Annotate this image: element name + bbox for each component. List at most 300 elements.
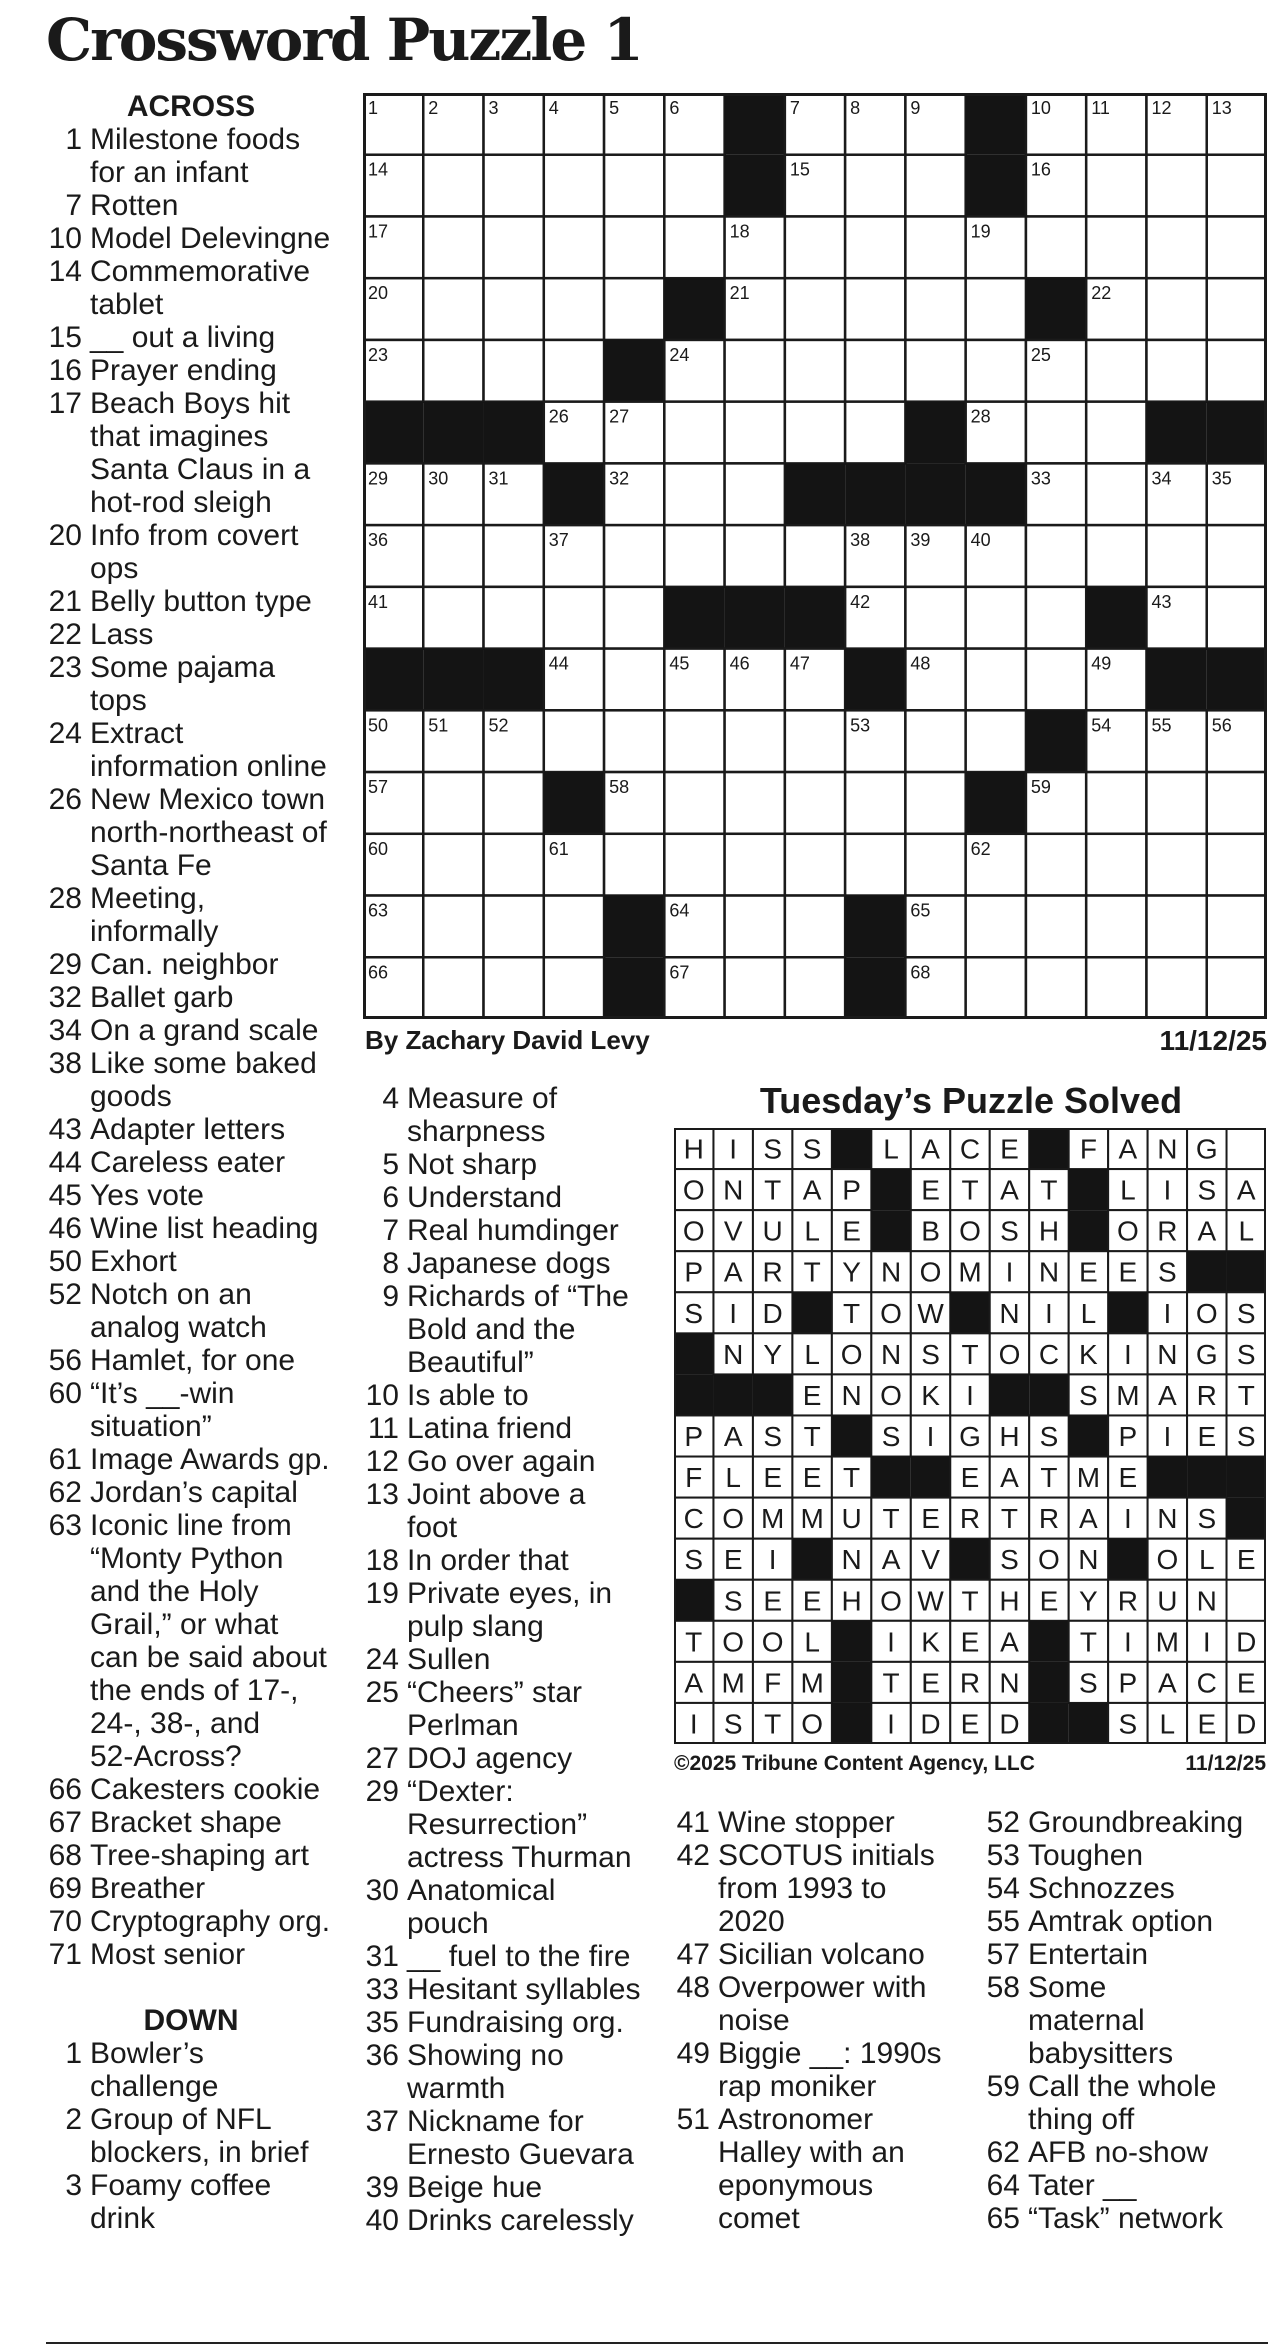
solved-letter: A (1157, 1667, 1177, 1699)
clue-text: Model Delevingne (90, 222, 331, 255)
cell-number: 20 (368, 283, 389, 304)
grid-cell[interactable] (1086, 834, 1146, 896)
grid-cell[interactable] (905, 340, 965, 402)
solved-letter: I (729, 1297, 738, 1329)
clue-line (46, 1509, 336, 1542)
grid-cell[interactable] (544, 896, 604, 958)
cell-number: 45 (669, 653, 690, 674)
grid-cell[interactable] (423, 834, 483, 896)
grid-cell[interactable] (1086, 957, 1146, 1019)
grid-cell[interactable] (484, 155, 544, 217)
grid-cell[interactable] (544, 278, 604, 340)
clue-line (46, 1113, 336, 1146)
cell-number: 5 (609, 98, 620, 118)
clue-text: Breather (90, 1872, 206, 1905)
cell-number: 1 (368, 98, 379, 118)
solved-letter: N (723, 1174, 744, 1206)
clue-number: 21 (48, 585, 82, 618)
clue-text: Careless eater (90, 1146, 286, 1179)
grid-cell[interactable] (423, 340, 483, 402)
grid-cell[interactable] (905, 587, 965, 649)
clue-text: AFB no-show (1028, 2136, 1209, 2169)
down-clues-col2 (363, 1082, 663, 2237)
grid-cell[interactable] (725, 896, 785, 958)
grid-cell[interactable] (604, 155, 664, 217)
cell-number: 63 (368, 900, 389, 921)
solved-letter: Y (1079, 1585, 1098, 1617)
grid-cell[interactable] (1026, 834, 1086, 896)
clue-text: information online (90, 750, 327, 783)
grid-cell[interactable] (1207, 216, 1267, 278)
grid-cell[interactable] (1026, 896, 1086, 958)
grid-cell[interactable] (484, 525, 544, 587)
clue-line (46, 1179, 336, 1212)
grid-cell[interactable] (905, 710, 965, 772)
grid-cell[interactable] (1086, 216, 1146, 278)
clue-line (674, 1971, 974, 2004)
clue-number: 41 (676, 1806, 710, 1839)
solved-letter: E (763, 1585, 783, 1617)
black-square (664, 278, 724, 340)
solved-letter: N (1078, 1544, 1099, 1576)
grid-cell[interactable] (1026, 957, 1086, 1019)
grid-cell[interactable] (785, 402, 845, 464)
grid-cell[interactable] (484, 278, 544, 340)
clue-text: Fundraising org. (407, 2006, 624, 2039)
grid-cell[interactable] (544, 155, 604, 217)
clue-number: 55 (986, 1905, 1020, 1938)
grid-cell[interactable] (1207, 896, 1267, 958)
clue-line (674, 2037, 974, 2070)
grid-cell[interactable] (1086, 340, 1146, 402)
page-title: Crossword Puzzle 1 (46, 6, 642, 74)
grid-cell[interactable] (845, 772, 905, 834)
grid-cell[interactable] (1086, 155, 1146, 217)
clue-text: Bracket shape (90, 1806, 282, 1839)
solved-letter: O (1195, 1297, 1218, 1329)
grid-cell[interactable] (845, 216, 905, 278)
grid-cell[interactable] (604, 525, 664, 587)
grid-cell[interactable] (845, 834, 905, 896)
solved-letter: G (1195, 1133, 1218, 1165)
grid-cell[interactable] (604, 278, 664, 340)
clue-text: Drinks carelessly (407, 2204, 634, 2237)
cell-number: 33 (1030, 468, 1051, 489)
grid-cell[interactable] (1146, 340, 1206, 402)
clue-number: 34 (48, 1014, 82, 1047)
grid-cell[interactable] (423, 587, 483, 649)
clue-line (46, 849, 336, 882)
grid-cell[interactable] (725, 834, 785, 896)
grid-cell[interactable] (966, 278, 1026, 340)
grid-cell[interactable] (484, 834, 544, 896)
clue-number: 30 (365, 1874, 399, 1907)
clue-line (363, 1478, 663, 1511)
solved-letter: A (1197, 1215, 1217, 1247)
solved-letter: L (804, 1338, 820, 1370)
clue-line (363, 2105, 663, 2138)
grid-cell[interactable] (664, 710, 724, 772)
solved-letter: C (1196, 1667, 1217, 1699)
solved-letter: E (921, 1667, 940, 1699)
clue-number: 22 (48, 618, 82, 651)
grid-cell[interactable] (664, 463, 724, 525)
clue-line (46, 1905, 336, 1938)
grid-cell[interactable] (905, 216, 965, 278)
grid-cell[interactable] (423, 896, 483, 958)
solved-letter: H (999, 1585, 1020, 1617)
clue-line (674, 1839, 974, 1872)
clue-line (46, 1641, 336, 1674)
black-square (966, 463, 1026, 525)
grid-cell[interactable] (423, 278, 483, 340)
grid-cell[interactable] (785, 710, 845, 772)
grid-cell[interactable] (1146, 896, 1206, 958)
solved-letter: R (1117, 1585, 1138, 1617)
clue-line (46, 1674, 336, 1707)
grid-cell[interactable] (544, 710, 604, 772)
black-square (725, 93, 785, 155)
solved-letter: I (1123, 1626, 1132, 1658)
grid-cell[interactable] (1146, 834, 1206, 896)
clue-line (46, 1344, 336, 1377)
clue-text: Hesitant syllables (407, 1973, 641, 2006)
clue-text: the ends of 17-, (90, 1674, 299, 1707)
grid-cell[interactable] (785, 957, 845, 1019)
grid-cell[interactable] (1026, 525, 1086, 587)
clue-line (674, 1806, 974, 1839)
solved-letter: O (880, 1379, 902, 1411)
grid-cell[interactable] (484, 772, 544, 834)
solved-letter: L (1080, 1297, 1097, 1329)
grid-cell[interactable] (966, 957, 1026, 1019)
solved-letter: T (685, 1626, 703, 1658)
solved-black-square (832, 1128, 871, 1169)
clue-number: 59 (986, 2070, 1020, 2103)
clue-line (46, 1311, 336, 1344)
clue-number: 20 (48, 519, 82, 552)
grid-cell[interactable] (1086, 463, 1146, 525)
solved-letter: S (1000, 1544, 1019, 1576)
clue-text: Yes vote (90, 1179, 204, 1212)
solved-letter: T (764, 1174, 782, 1206)
cell-number: 19 (970, 221, 991, 242)
clue-text: “It’s __-win (90, 1377, 235, 1410)
clue-number: 53 (986, 1839, 1020, 1872)
solved-black-square (753, 1374, 792, 1415)
clue-text: ops (90, 552, 139, 585)
grid-cell[interactable] (664, 772, 724, 834)
grid-cell[interactable] (966, 649, 1026, 711)
solved-letter: N (841, 1379, 862, 1411)
solved-letter: D (1236, 1708, 1257, 1740)
grid-cell[interactable] (785, 216, 845, 278)
clue-line (363, 1709, 663, 1742)
clue-number: 60 (48, 1377, 82, 1410)
cell-number: 47 (789, 653, 810, 674)
black-square (544, 463, 604, 525)
crossword-grid[interactable] (363, 93, 1267, 1019)
grid-cell[interactable] (1026, 402, 1086, 464)
grid-cell[interactable] (966, 896, 1026, 958)
byline: By Zachary David Levy (365, 1025, 650, 1055)
clue-text: Jordan’s capital (90, 1476, 298, 1509)
clue-text: challenge (90, 2070, 219, 2103)
grid-cell[interactable] (1146, 278, 1206, 340)
grid-cell[interactable] (1026, 216, 1086, 278)
grid-cell[interactable] (423, 155, 483, 217)
grid-cell[interactable] (725, 710, 785, 772)
clue-text: Image Awards gp. (90, 1443, 330, 1476)
grid-cell[interactable] (1207, 772, 1267, 834)
clue-text: situation” (90, 1410, 212, 1443)
solved-letter: O (722, 1626, 745, 1658)
solved-letter: E (802, 1585, 822, 1617)
clue-text: can be said about (90, 1641, 327, 1674)
down-heading: DOWN (143, 2004, 239, 2037)
solved-letter: I (887, 1708, 895, 1740)
grid-cell[interactable] (1207, 155, 1267, 217)
grid-cell[interactable] (785, 340, 845, 402)
grid-cell[interactable] (664, 402, 724, 464)
grid-cell[interactable] (544, 957, 604, 1019)
grid-cell[interactable] (423, 216, 483, 278)
clue-number: 37 (365, 2105, 399, 2138)
solved-letter: A (802, 1174, 822, 1206)
solved-letter: A (723, 1256, 743, 1288)
grid-cell[interactable] (1086, 402, 1146, 464)
solved-letter: S (1197, 1174, 1217, 1206)
clue-number: 52 (986, 1806, 1020, 1839)
grid-cell[interactable] (905, 772, 965, 834)
cell-number: 21 (729, 283, 750, 304)
clue-text: Foamy coffee (90, 2169, 272, 2202)
clue-text: thing off (1028, 2103, 1135, 2136)
black-square (423, 649, 483, 711)
clue-text: New Mexico town (90, 783, 326, 816)
grid-cell[interactable] (664, 834, 724, 896)
grid-cell[interactable] (1026, 587, 1086, 649)
down-clues-col3 (674, 1806, 974, 2235)
grid-cell[interactable] (423, 772, 483, 834)
clue-number: 23 (48, 651, 82, 684)
grid-cell[interactable] (604, 649, 664, 711)
solved-letter: N (1196, 1585, 1217, 1617)
clue-text: Biggie __: 1990s (718, 2037, 942, 2070)
grid-cell[interactable] (845, 278, 905, 340)
clue-line (46, 189, 336, 222)
clue-line (363, 1082, 663, 1115)
cell-number: 44 (548, 653, 569, 674)
clue-line (984, 2004, 1274, 2037)
solved-letter: U (1157, 1585, 1178, 1617)
clue-text: Like some baked (90, 1047, 317, 1080)
grid-cell[interactable] (484, 896, 544, 958)
clue-number: 11 (367, 1412, 399, 1445)
solved-letter: N (1157, 1133, 1178, 1165)
solved-letter: A (684, 1667, 704, 1699)
grid-cell[interactable] (845, 402, 905, 464)
solved-letter: R (959, 1667, 981, 1699)
cell-number: 22 (1091, 283, 1112, 304)
grid-cell[interactable] (544, 216, 604, 278)
cell-number: 6 (669, 98, 680, 118)
clue-line (363, 1577, 663, 1610)
grid-cell[interactable] (785, 834, 845, 896)
clue-text: Not sharp (407, 1148, 538, 1181)
clue-line (46, 882, 336, 915)
solved-letter: I (768, 1544, 777, 1576)
solved-letter: N (880, 1338, 902, 1370)
across-clues (46, 90, 336, 2235)
clue-number: 7 (382, 1214, 399, 1247)
clue-text: Santa Fe (90, 849, 212, 882)
cell-number: 40 (970, 530, 991, 551)
clue-number: 63 (48, 1509, 82, 1542)
clue-line (46, 420, 336, 453)
grid-cell[interactable] (484, 957, 544, 1019)
clue-line (46, 123, 336, 156)
grid-cell[interactable] (1207, 340, 1267, 402)
grid-cell[interactable] (1207, 525, 1267, 587)
clue-text: Lass (90, 618, 154, 651)
grid-cell[interactable] (966, 587, 1026, 649)
grid-cell[interactable] (1207, 278, 1267, 340)
grid-cell[interactable] (845, 155, 905, 217)
grid-cell[interactable] (1146, 216, 1206, 278)
clue-text: Private eyes, in (407, 1577, 613, 1610)
clue-text: “Task” network (1028, 2202, 1224, 2235)
grid-cell[interactable] (1207, 957, 1267, 1019)
clue-number: 2 (65, 2103, 82, 2136)
grid-cell[interactable] (845, 340, 905, 402)
clue-line (46, 1938, 336, 1971)
grid-cell[interactable] (966, 710, 1026, 772)
solved-letter: I (926, 1421, 935, 1452)
grid-cell[interactable] (725, 463, 785, 525)
clue-text: Latina friend (407, 1412, 573, 1445)
solved-letter: T (1040, 1174, 1058, 1206)
grid-cell[interactable] (604, 710, 664, 772)
grid-cell[interactable] (1086, 772, 1146, 834)
cell-number: 41 (368, 591, 389, 612)
grid-cell[interactable] (544, 587, 604, 649)
grid-cell[interactable] (484, 587, 544, 649)
clue-text: sharpness (407, 1115, 546, 1148)
solved-letter: M (721, 1667, 745, 1699)
black-square (664, 587, 724, 649)
cell-number: 17 (368, 221, 389, 242)
grid-cell[interactable] (604, 216, 664, 278)
grid-cell[interactable] (1146, 525, 1206, 587)
solved-black-square (674, 1374, 713, 1415)
cell-number: 4 (548, 98, 559, 118)
solved-letter: A (1079, 1503, 1098, 1535)
solved-letter: H (1038, 1215, 1060, 1247)
grid-cell[interactable] (785, 525, 845, 587)
grid-cell[interactable] (664, 216, 724, 278)
grid-cell[interactable] (966, 340, 1026, 402)
grid-cell[interactable] (725, 957, 785, 1019)
clue-text: Some (1028, 1971, 1107, 2004)
cell-number: 30 (428, 468, 449, 489)
grid-cell[interactable] (423, 525, 483, 587)
grid-cell[interactable] (905, 278, 965, 340)
solved-letter: T (803, 1256, 821, 1288)
solved-letter: K (921, 1379, 940, 1411)
clue-text: Richards of “The (407, 1280, 629, 1313)
clue-text: Can. neighbor (90, 948, 279, 981)
clue-number: 36 (365, 2039, 399, 2072)
grid-cell[interactable] (1086, 896, 1146, 958)
solved-letter: L (1238, 1215, 1255, 1247)
copyright: ©2025 Tribune Content Agency, LLC (674, 1752, 1035, 1775)
grid-cell[interactable] (785, 772, 845, 834)
grid-cell[interactable] (725, 772, 785, 834)
grid-cell[interactable] (664, 525, 724, 587)
clue-number: 62 (986, 2136, 1020, 2169)
grid-cell[interactable] (1207, 834, 1267, 896)
clue-text: Wine stopper (718, 1806, 895, 1839)
solved-black-square (1227, 1498, 1266, 1539)
grid-cell[interactable] (725, 340, 785, 402)
clue-number: 10 (365, 1379, 399, 1412)
grid-cell[interactable] (664, 155, 724, 217)
solved-letter: S (802, 1133, 822, 1165)
grid-cell[interactable] (544, 340, 604, 402)
grid-cell[interactable] (1146, 957, 1206, 1019)
clue-line (46, 321, 336, 354)
grid-cell[interactable] (725, 402, 785, 464)
grid-cell[interactable] (785, 278, 845, 340)
cell-number: 56 (1211, 715, 1232, 736)
grid-cell[interactable] (484, 340, 544, 402)
clue-number: 43 (48, 1113, 82, 1146)
grid-cell[interactable] (604, 834, 664, 896)
grid-cell[interactable] (905, 834, 965, 896)
cell-number: 13 (1211, 98, 1232, 118)
grid-cell[interactable] (484, 216, 544, 278)
clue-line (46, 1278, 336, 1311)
solved-letter: N (880, 1256, 902, 1288)
clue-line (363, 2171, 663, 2204)
solved-black-square (1108, 1539, 1147, 1580)
clue-line (363, 1940, 663, 1973)
grid-cell[interactable] (1207, 587, 1267, 649)
grid-cell[interactable] (905, 155, 965, 217)
clue-line (46, 2070, 336, 2103)
cell-number: 51 (428, 715, 449, 736)
solved-letter: K (921, 1626, 940, 1658)
clue-line (984, 1806, 1274, 1839)
solved-letter: B (921, 1215, 940, 1247)
grid-cell[interactable] (1086, 525, 1146, 587)
grid-cell[interactable] (604, 587, 664, 649)
solved-letter: I (1123, 1503, 1132, 1535)
clue-number: 18 (365, 1544, 399, 1577)
cell-number: 57 (368, 777, 389, 798)
clue-line (363, 1445, 663, 1478)
grid-cell[interactable] (785, 896, 845, 958)
grid-cell[interactable] (1026, 649, 1086, 711)
clue-text: Measure of (407, 1082, 558, 1115)
grid-cell[interactable] (423, 957, 483, 1019)
solved-black-square (792, 1539, 831, 1580)
clue-text: Groundbreaking (1028, 1806, 1244, 1839)
grid-cell[interactable] (1146, 155, 1206, 217)
grid-cell[interactable] (725, 525, 785, 587)
grid-cell[interactable] (1146, 772, 1206, 834)
